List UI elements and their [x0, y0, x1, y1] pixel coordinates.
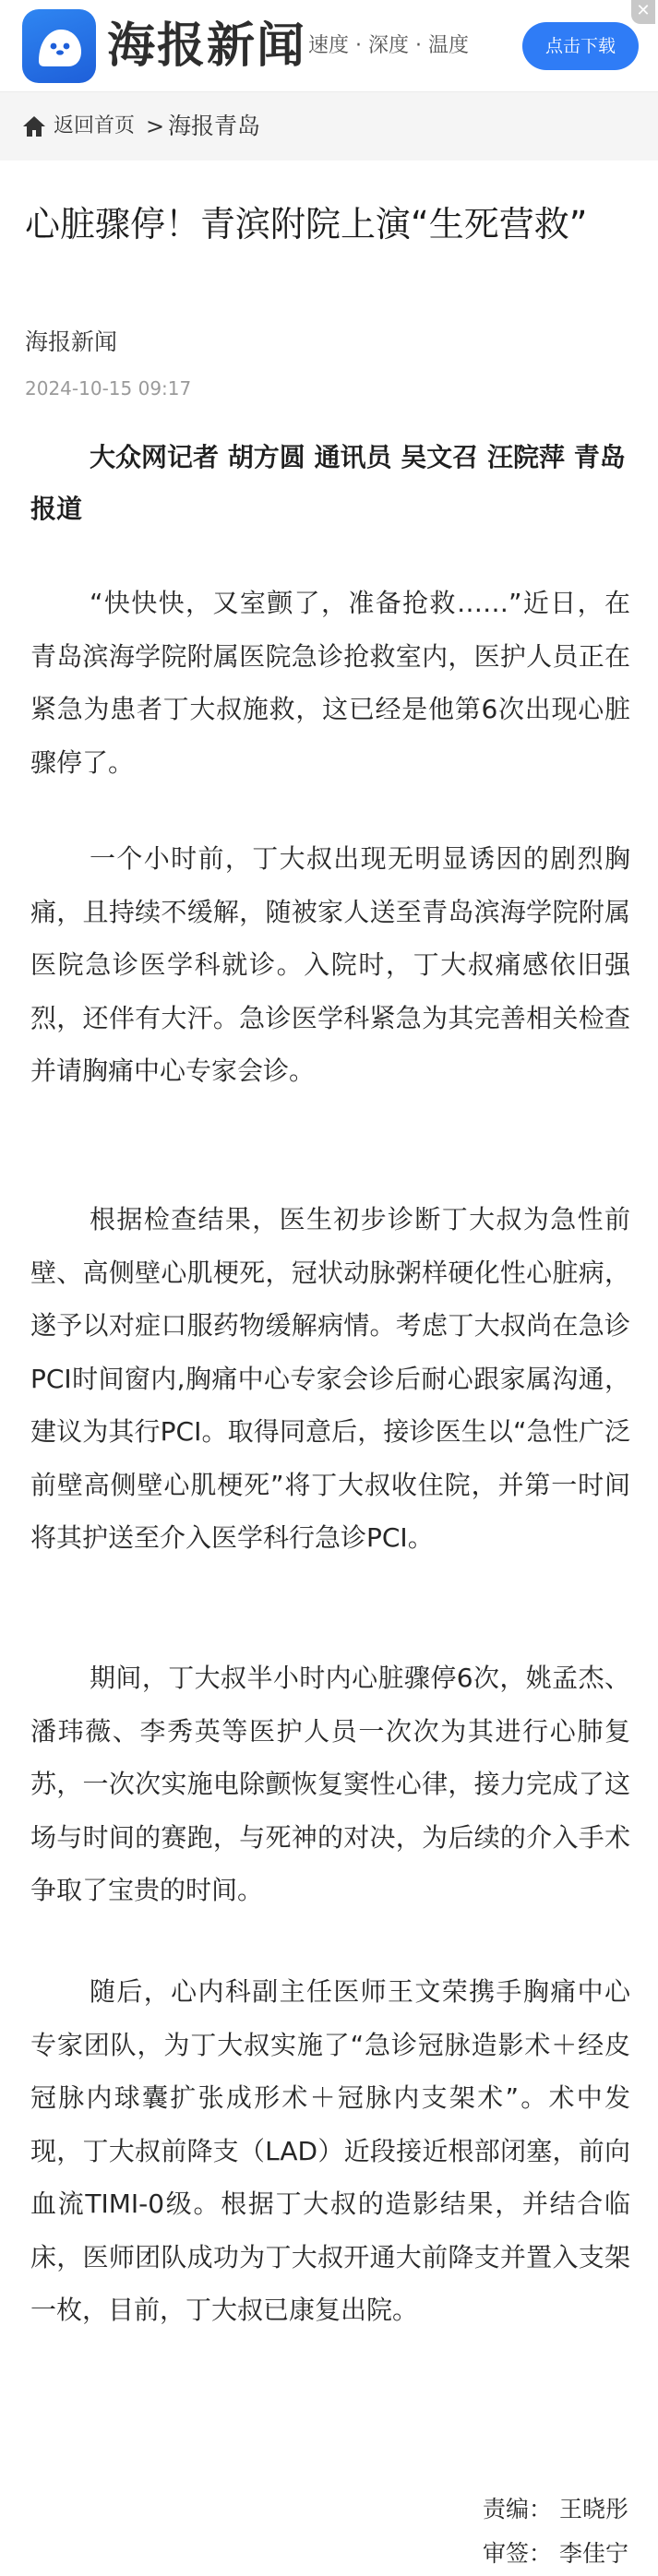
breadcrumb-current-channel[interactable]: 海报青岛 [168, 113, 261, 139]
breadcrumb-separator: > [146, 113, 165, 139]
article-source: 海报新闻 [25, 328, 118, 355]
reviewer: 审签： 李佳宁 [483, 2540, 628, 2567]
download-button[interactable]: 点击下载 [522, 22, 639, 70]
article-paragraph: 一个小时前，丁大叔出现无明显诱因的剧烈胸痛，且持续不缓解，随被家人送至青岛滨海学院附属医院急诊医学科就诊。入院时，丁大叔痛感依旧强烈，还伴有大汗。急诊医学科紧急为其完善相关检查并请胸痛中心专家会诊。 [30, 843, 630, 1086]
article-byline: 大众网记者 胡方圆 通讯员 吴文召 汪院萍 青岛报道 [30, 442, 626, 524]
breadcrumb [0, 92, 658, 161]
home-icon[interactable] [22, 114, 46, 138]
article-paragraph: 期间，丁大叔半小时内心脏骤停6次，姚孟杰、潘玮薇、李秀英等医护人员一次次为其进行心肺复苏，一次次实施电除颤恢复窦性心律，接力完成了这场与时间的赛跑，与死神的对决，为后续的介入手术争取了宝贵的时间。 [30, 1663, 630, 1905]
article-title: 心脏骤停！青滨附院上演“生死营救” [25, 204, 588, 244]
app-logo-icon[interactable] [22, 9, 96, 83]
back-to-home-link[interactable]: 返回首页 [54, 114, 136, 137]
app-name-logo: 海报新闻 [107, 18, 307, 74]
app-slogan: 速度 · 深度 · 温度 [308, 34, 469, 57]
seal-mascot-icon [33, 24, 85, 70]
article-paragraph: “快快快，又室颤了，准备抢救……”近日，在青岛滨海学院附属医院急诊抢救室内，医护人员正在紧急为患者丁大叔施救，这已经是他第6次出现心脏骤停了。 [30, 588, 630, 778]
app-download-banner [0, 0, 658, 92]
close-banner-icon[interactable]: ✕ [631, 0, 655, 24]
responsible-editor: 责编： 王晓彤 [483, 2496, 628, 2522]
article-paragraph: 根据检查结果，医生初步诊断丁大叔为急性前壁、高侧壁心肌梗死，冠状动脉粥样硬化性心脏病，遂予以对症口服药物缓解病情。考虑丁大叔尚在急诊PCI时间窗内,胸痛中心专家会诊后耐心跟家属沟通，建议为其行PCI。取得同意后，接诊医生以“急性广泛前壁高侧壁心肌梗死”将丁大叔收住院，并第一时间将其护送至介入医学科行急诊PCI。 [30, 1204, 630, 1553]
publish-time: 2024-10-15 09:17 [25, 377, 192, 400]
article-paragraph: 随后，心内科副主任医师王文荣携手胸痛中心专家团队，为丁大叔实施了“急诊冠脉造影术＋经皮冠脉内球囊扩张成形术＋冠脉内支架术”。术中发现，丁大叔前降支（LAD）近段接近根部闭塞，前向血流TIMI-0级。根据丁大叔的造影结果，并结合临床，医师团队成功为丁大叔开通大前降支并置入支架一枚，目前，丁大叔已康复出院。 [30, 1976, 630, 2325]
